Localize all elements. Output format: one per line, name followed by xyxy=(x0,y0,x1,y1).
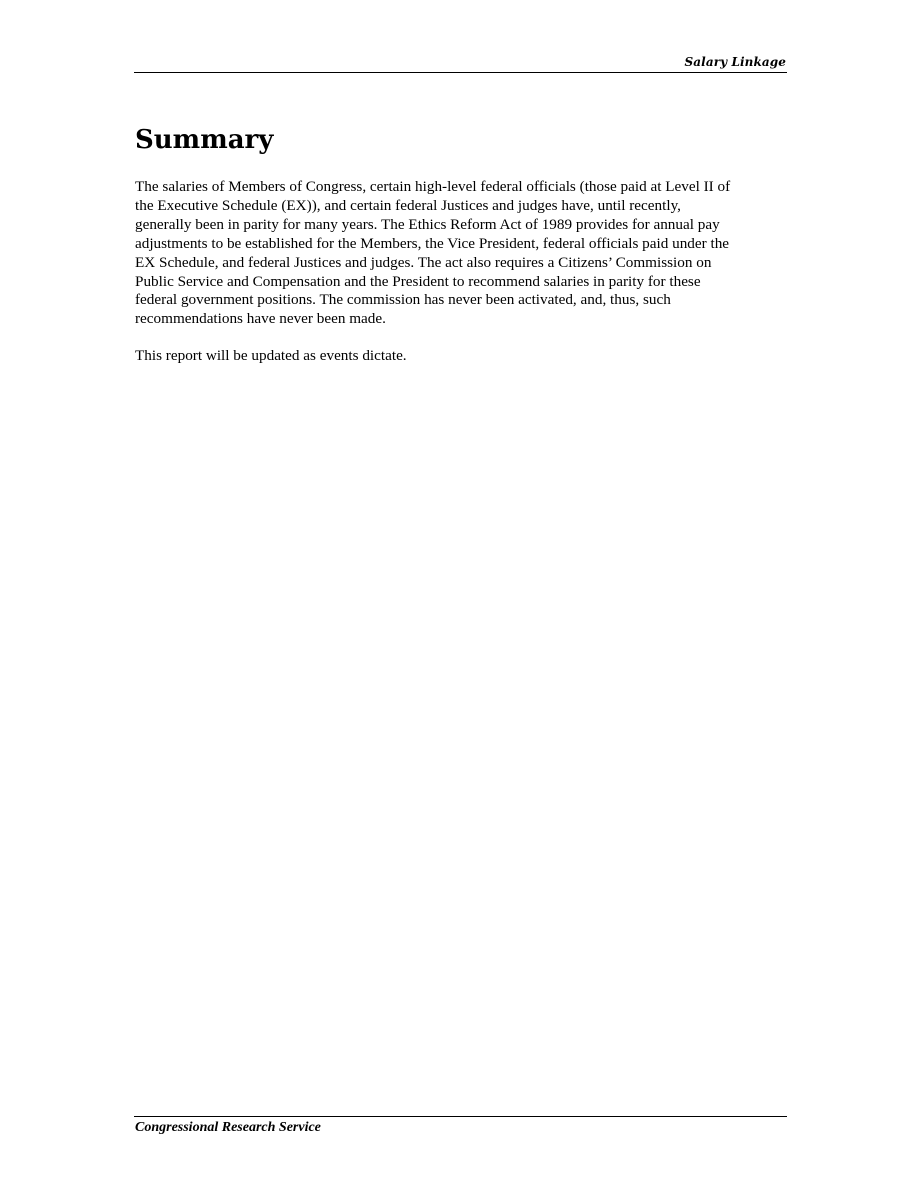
paragraph-line: Public Service and Compensation and the President to recommend salaries in parity for these xyxy=(135,272,701,290)
section-heading: Summary xyxy=(135,125,274,155)
update-note-paragraph xyxy=(135,347,795,366)
paragraph-line: federal government positions. The commission has never been activated, and, thus, such xyxy=(135,291,671,309)
paragraph-line: generally been in parity for many years. The Ethics Reform Act of 1989 provides for annual pay xyxy=(135,215,720,233)
footer-rule xyxy=(134,1116,787,1117)
paragraph-line: EX Schedule, and federal Justices and judges. The act also requires a Citizens’ Commission on xyxy=(135,253,712,271)
running-header: Salary Linkage xyxy=(684,55,786,69)
paragraph-line: This report will be updated as events dictate. xyxy=(135,347,407,364)
summary-paragraph xyxy=(135,178,795,329)
paragraph-line: The salaries of Members of Congress, certain high-level federal officials (those paid at Level II of xyxy=(135,178,731,195)
paragraph-line: recommendations have never been made. xyxy=(135,310,386,328)
paragraph-line: the Executive Schedule (EX)), and certain federal Justices and judges have, until recently, xyxy=(135,196,681,214)
paragraph-line: adjustments to be established for the Members, the Vice President, federal officials paid under the xyxy=(135,234,730,252)
running-footer: Congressional Research Service xyxy=(135,1120,321,1135)
header-rule xyxy=(134,72,787,73)
